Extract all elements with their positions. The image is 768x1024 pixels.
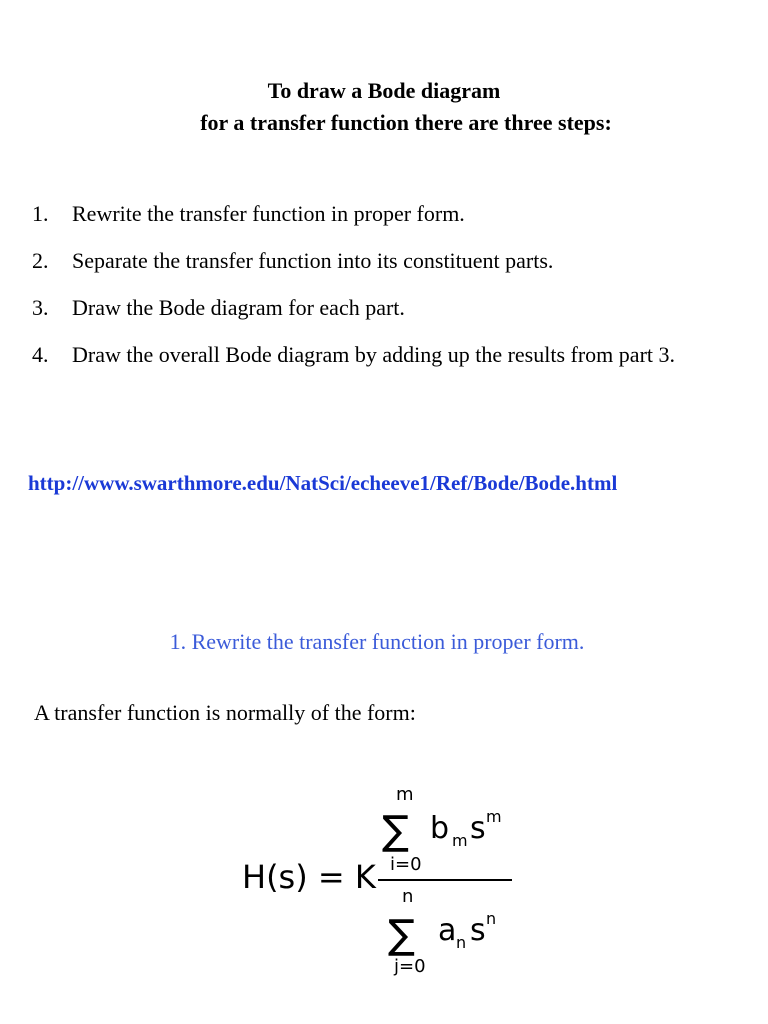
intro-text: A transfer function is normally of the form: bbox=[34, 700, 416, 725]
list-item-number: 4. bbox=[32, 342, 49, 367]
numerator-lower-limit: i=0 bbox=[390, 854, 422, 875]
list-item-text: Draw the overall Bode diagram by adding up the results from part 3. bbox=[72, 342, 676, 367]
list-item-text: Rewrite the transfer function in proper form. bbox=[72, 201, 465, 226]
numerator-variable: s bbox=[470, 811, 486, 846]
denominator-variable: s bbox=[470, 913, 486, 948]
denominator-coefficient-subscript: n bbox=[456, 933, 467, 952]
list-item bbox=[32, 245, 732, 277]
denominator-sum-symbol: ∑ bbox=[388, 912, 415, 958]
denominator-lower-limit: j=0 bbox=[394, 956, 426, 977]
numerator-sum-symbol: ∑ bbox=[382, 808, 409, 854]
denominator-coefficient: a bbox=[438, 913, 457, 948]
list-item-number: 2. bbox=[32, 248, 49, 273]
list-item-text: Separate the transfer function into its constituent parts. bbox=[72, 248, 554, 273]
numerator-coefficient: b bbox=[430, 811, 450, 846]
page-subtitle: for a transfer function there are three steps: bbox=[200, 110, 612, 135]
list-item-number: 1. bbox=[32, 201, 49, 226]
denominator-exponent: n bbox=[486, 909, 497, 928]
denominator-upper-limit: n bbox=[402, 886, 414, 907]
list-item bbox=[32, 198, 732, 230]
formula-graphic bbox=[230, 770, 530, 1010]
numerator-upper-limit: m bbox=[396, 784, 414, 805]
numerator-coefficient-subscript: m bbox=[452, 831, 468, 850]
list-item bbox=[32, 339, 732, 371]
list-item-number: 3. bbox=[32, 295, 49, 320]
transfer-function-formula bbox=[230, 770, 530, 1010]
list-item-text: Draw the Bode diagram for each part. bbox=[72, 295, 405, 320]
page-title: To draw a Bode diagram bbox=[267, 78, 501, 103]
formula-lhs: H(s) = K bbox=[242, 858, 376, 896]
reference-link[interactable]: http://www.swarthmore.edu/NatSci/echeeve1/Ref/Bode/Bode.html bbox=[28, 471, 618, 495]
list-item bbox=[32, 292, 732, 324]
numerator-exponent: m bbox=[486, 807, 502, 826]
steps-list bbox=[32, 198, 732, 386]
section-heading: 1. Rewrite the transfer function in proper form. bbox=[169, 629, 585, 654]
